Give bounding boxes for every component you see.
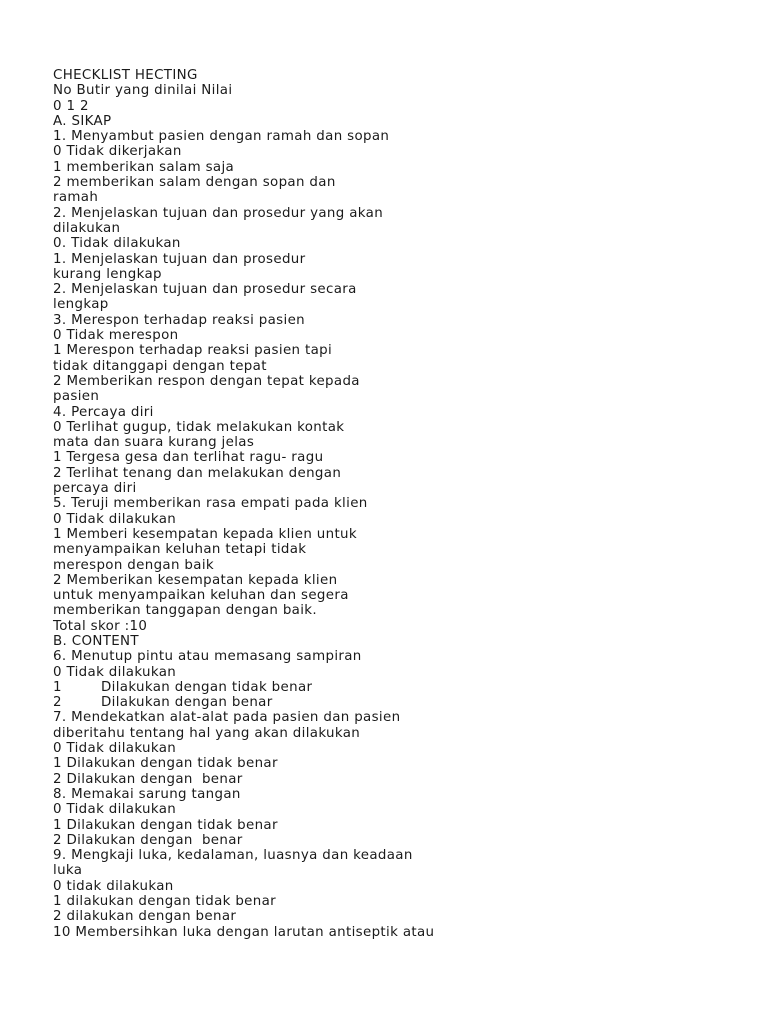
document-title: CHECKLIST HECTING: [53, 68, 198, 83]
checklist-line: 2 Dilakukan dengan benar: [53, 771, 243, 787]
checklist-line: lengkap: [53, 297, 109, 313]
checklist-line: Total skor :10: [53, 618, 148, 634]
checklist-line: 6. Menutup pintu atau memasang sampiran: [53, 649, 362, 665]
checklist-line: 2 Terlihat tenang dan melakukan dengan: [53, 465, 342, 481]
checklist-line: 9. Mengkaji luka, kedalaman, luasnya dan keadaan: [53, 848, 413, 864]
checklist-line: 2. Menjelaskan tujuan dan prosedur secara: [53, 282, 357, 298]
checklist-line: 0 Tidak merespon: [53, 328, 179, 344]
item-score-text: Dilakukan dengan tidak benar: [101, 679, 313, 695]
checklist-line: 0 Tidak dilakukan: [53, 802, 177, 818]
checklist-line: 0 tidak dilakukan: [53, 878, 174, 894]
checklist-line: 1 Merespon terhadap reaksi pasien tapi: [53, 343, 333, 359]
checklist-line: 1 memberikan salam saja: [53, 159, 235, 175]
checklist-body-continued: [53, 710, 733, 939]
checklist-line: 0 Terlihat gugup, tidak melakukan kontak: [53, 419, 345, 435]
checklist-line: 2 memberikan salam dengan sopan dan: [53, 175, 336, 191]
checklist-line: luka: [53, 863, 83, 879]
checklist-line: [53, 695, 733, 710]
checklist-line: A. SIKAP: [53, 113, 112, 129]
checklist-line: 10 Membersihkan luka dengan larutan antiseptik atau: [53, 924, 435, 940]
checklist-line: 4. Percaya diri: [53, 404, 154, 420]
item-score-number: 1: [53, 679, 62, 695]
checklist-line: menyampaikan keluhan tetapi tidak: [53, 542, 307, 558]
checklist-line: 2 Memberikan kesempatan kepada klien: [53, 572, 338, 588]
document-page: [53, 68, 733, 940]
checklist-line: 2 Memberikan respon dengan tepat kepada: [53, 373, 360, 389]
checklist-line: 0 Tidak dikerjakan: [53, 144, 182, 160]
table-header-columns: No Butir yang dinilai Nilai: [53, 83, 233, 99]
item-score-number: 2: [53, 695, 62, 711]
checklist-line: 1. Menyambut pasien dengan ramah dan sopan: [53, 129, 390, 145]
checklist-line: ramah: [53, 190, 99, 206]
item-score-text: Dilakukan dengan benar: [101, 695, 273, 711]
checklist-line: 1 Dilakukan dengan tidak benar: [53, 756, 278, 772]
checklist-line: 7. Mendekatkan alat-alat pada pasien dan pasien: [53, 710, 401, 726]
checklist-line: 1. Menjelaskan tujuan dan prosedur: [53, 251, 306, 267]
checklist-line: B. CONTENT: [53, 633, 139, 649]
checklist-line: mata dan suara kurang jelas: [53, 435, 255, 451]
checklist-line: pasien: [53, 389, 100, 405]
checklist-line: 1 Dilakukan dengan tidak benar: [53, 817, 278, 833]
checklist-line: 0. Tidak dilakukan: [53, 236, 181, 252]
checklist-line: 0 Tidak dilakukan: [53, 511, 177, 527]
checklist-line: 2 Dilakukan dengan benar: [53, 832, 243, 848]
checklist-line: untuk menyampaikan keluhan dan segera: [53, 588, 349, 604]
checklist-line: 8. Memakai sarung tangan: [53, 786, 241, 802]
checklist-line: diberitahu tentang hal yang akan dilakukan: [53, 725, 361, 741]
checklist-line: 5. Teruji memberikan rasa empati pada klien: [53, 496, 368, 512]
checklist-line: kurang lengkap: [53, 266, 162, 282]
checklist-line: 0 Tidak dilakukan: [53, 664, 177, 680]
checklist-line: dilakukan: [53, 220, 121, 236]
checklist-line: 2. Menjelaskan tujuan dan prosedur yang akan: [53, 205, 384, 221]
checklist-body: [53, 114, 733, 680]
checklist-line: [53, 680, 733, 695]
checklist-line: percaya diri: [53, 481, 137, 497]
checklist-line: 1 Tergesa gesa dan terlihat ragu- ragu: [53, 450, 324, 466]
checklist-line: merespon dengan baik: [53, 557, 214, 573]
checklist-line: tidak ditanggapi dengan tepat: [53, 358, 267, 374]
checklist-line: 2 dilakukan dengan benar: [53, 909, 237, 925]
checklist-line: 1 Memberi kesempatan kepada klien untuk: [53, 526, 357, 542]
checklist-line: 0 Tidak dilakukan: [53, 741, 177, 757]
checklist-line: memberikan tanggapan dengan baik.: [53, 603, 318, 619]
table-header-scores: 0 1 2: [53, 98, 89, 114]
checklist-line: 1 dilakukan dengan tidak benar: [53, 894, 277, 910]
checklist-tabbed-items: [53, 680, 733, 711]
checklist-line: 3. Merespon terhadap reaksi pasien: [53, 312, 305, 328]
